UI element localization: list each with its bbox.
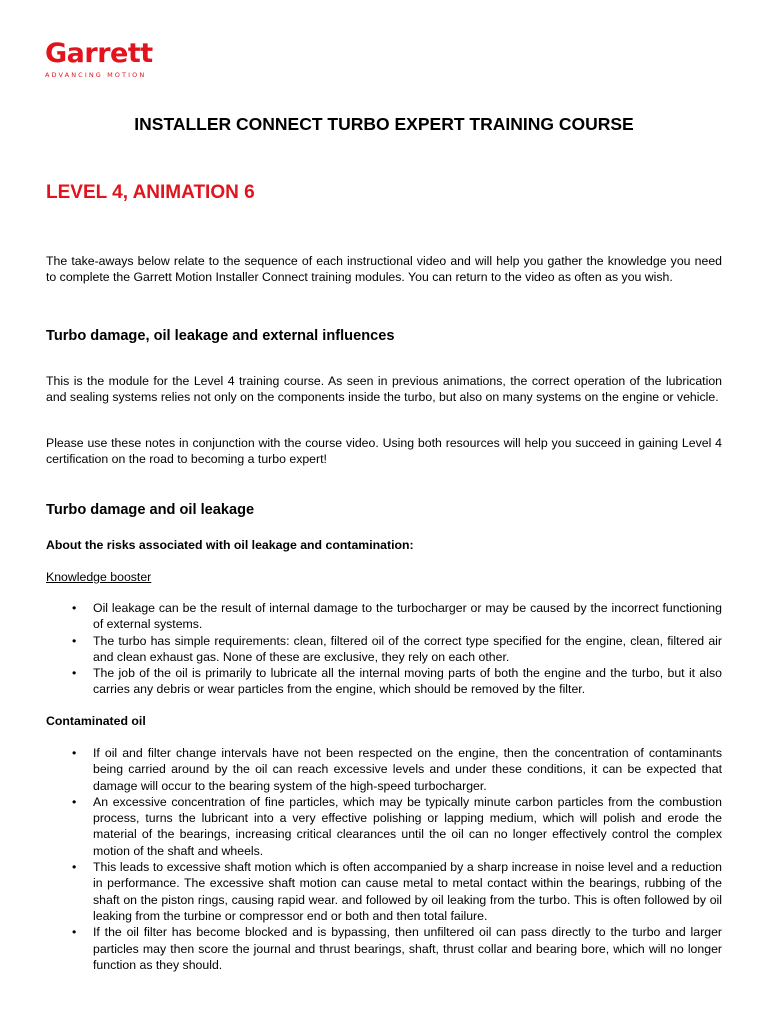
level-heading: LEVEL 4, ANIMATION 6 [46,182,255,203]
module-paragraph: This is the module for the Level 4 training course. As seen in previous animations, the correct operation of the lubrication and sealing systems relies not only on the components inside the turbo, but also on many systems on the engine or vehicle. [46,374,722,405]
bullet-icon: • [72,633,77,648]
risks-subheading: About the risks associated with oil leakage and contamination: [46,538,414,552]
section-heading-turbo-damage-oil-external: Turbo damage, oil leakage and external influences [46,328,395,344]
list-item: • An excessive concentration of fine particles, which may be typically minute carbon particles from the combustion process, turns the lubricant into a very effective polishing or lapping medium, which will polish and erode the material of the bearings, increasing critical clearances until the oil can no longer effectively control the complex motion of the shaft and wheels. [72,794,722,858]
list-item: • Oil leakage can be the result of internal damage to the turbocharger or may be caused by the incorrect functioning of external systems. [72,601,722,632]
bullet-icon: • [72,746,77,760]
list-item: • If the oil filter has become blocked and is bypassing, then unfiltered oil can pass directly to the turbo and larger particles may then score the journal and thrust bearings, shaft, thrust collar and bearing bore, which will no longer function as they should. [72,925,722,972]
contaminated-oil-list [46,745,722,973]
section-heading-turbo-damage-oil-leakage: Turbo damage and oil leakage [46,502,255,518]
intro-paragraph: The take-aways below relate to the sequence of each instructional video and will help you gather the knowledge you need to complete the Garrett Motion Installer Connect training modules. You can return to the video as often as you wish. [46,254,722,285]
notes-paragraph: Please use these notes in conjunction with the course video. Using both resources will help you succeed in gaining Level 4 certification on the road to becoming a turbo expert! [46,436,722,467]
bullet-icon: • [72,860,77,875]
bullet-icon: • [72,925,77,940]
garrett-logo [45,40,175,79]
logo-wordmark: Garrett [45,38,153,69]
contaminated-oil-heading: Contaminated oil [46,714,146,728]
knowledge-booster-label: Knowledge booster [46,570,152,584]
bullet-icon: • [72,666,77,681]
document-title: INSTALLER CONNECT TURBO EXPERT TRAINING COURSE [134,114,634,134]
list-item: • The turbo has simple requirements: clean, filtered oil of the correct type specified for the engine, clean, filtered air and clean exhaust gas. None of these are exclusive, they rely on each other. [72,633,722,664]
list-item: • The job of the oil is primarily to lubricate all the internal moving parts of both the engine and the turbo, but it also carries any debris or wear particles from the engine, which should be removed by the filter. [72,666,722,697]
list-item: • If oil and filter change intervals have not been respected on the engine, then the concentration of contaminants being carried around by the oil can reach excessive levels and under these conditions, it can be expected that damage will occur to the bearing system of the high-speed turbocharger. [72,746,722,793]
bullet-icon: • [72,601,77,615]
logo-tagline: ADVANCING MOTION [45,71,147,79]
list-item: • This leads to excessive shaft motion which is often accompanied by a sharp increase in noise level and a reduction in performance. The excessive shaft motion can cause metal to metal contact within the bearings, rubbing of the shaft on the piston rings, causing rapid wear. and followed by oil leaking from the turbo. This is often followed by oil leaking from the turbine or compressor end or both and then total failure. [72,860,722,923]
knowledge-booster-list [46,600,722,698]
bullet-icon: • [72,794,77,809]
